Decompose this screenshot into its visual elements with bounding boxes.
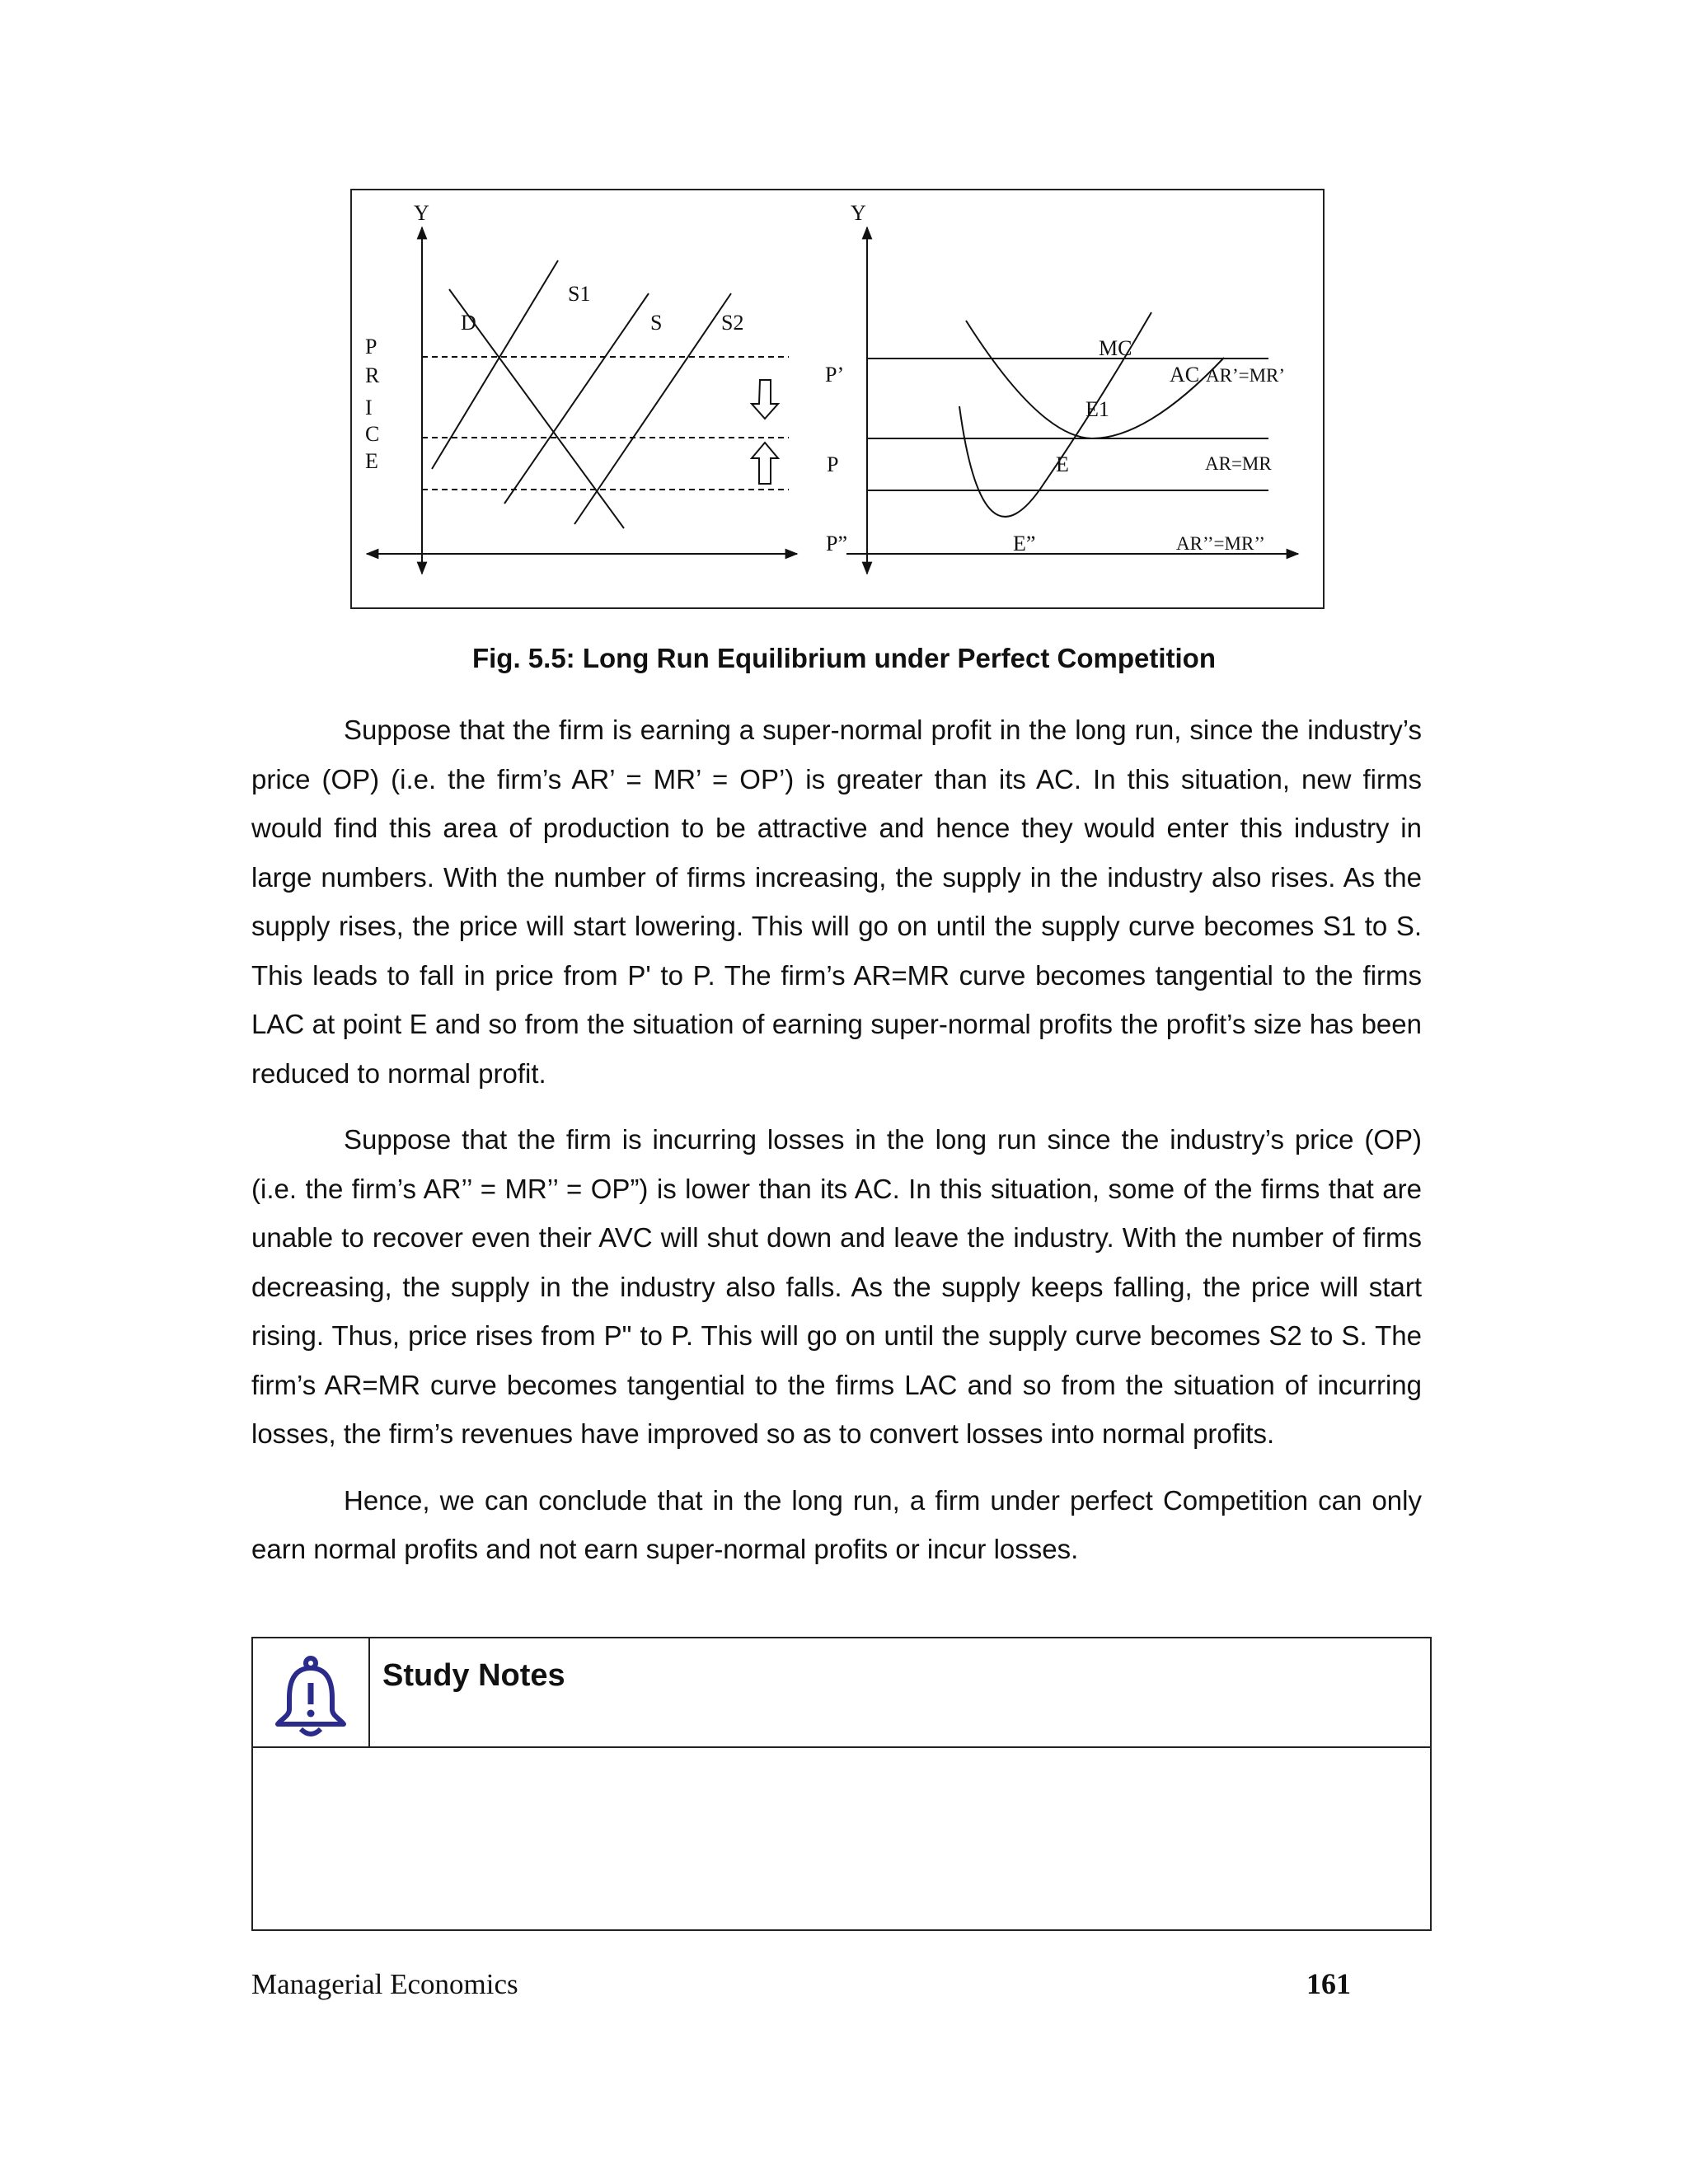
ar-mr-label: AR=MR xyxy=(1205,453,1272,474)
price-letter-r: R xyxy=(365,363,380,387)
ar-mr-prime-label: AR’=MR’ xyxy=(1206,365,1286,386)
body-text xyxy=(251,705,1422,1591)
price-p-double-prime-label: P” xyxy=(826,532,847,555)
footer-page-number: 161 xyxy=(1306,1967,1351,2000)
figure-caption: Fig. 5.5: Long Run Equilibrium under Perfect Competition xyxy=(471,643,1216,673)
study-notes-icon-cell xyxy=(253,1638,370,1746)
paragraph: Suppose that the firm is incurring losses in the long run since the industry’s price (OP) (i.e. the firm’s AR’’ = MR’’ = OP”) is lower than its AC. In this situation, some of the firms that are unable to recover even their AVC will shut down and leave the industry. With the number of firms decreasing, the supply in the industry also falls. As the supply keeps falling, the price will start rising. Thus, price rises from P" to P. This will go on until the supply curve becomes S2 to S. The firm’s AR=MR curve becomes tangential to the firms LAC and so from the situation of incurring losses, the firm’s revenues have improved so as to convert losses into normal profits. xyxy=(251,1124,1422,1449)
price-letter-c: C xyxy=(365,422,380,446)
study-notes-header xyxy=(253,1638,1430,1748)
study-notes-box xyxy=(251,1637,1432,1931)
right-y-label: Y xyxy=(851,201,866,225)
paragraph: Hence, we can conclude that in the long run, a firm under perfect Competition can only earn normal profits and not earn super-normal profits or incur losses. xyxy=(251,1484,1422,1564)
left-y-label: Y xyxy=(414,201,429,225)
footer-book-title: Managerial Economics xyxy=(251,1968,518,2000)
equilibrium-diagram xyxy=(352,190,1326,611)
demand-label: D xyxy=(461,311,476,335)
e-label: E xyxy=(1056,452,1069,476)
supply-curve-s xyxy=(504,293,649,504)
study-notes-title: Study Notes xyxy=(382,1658,565,1693)
ac-label: AC xyxy=(1170,363,1200,387)
paragraph: Suppose that the firm is earning a super-normal profit in the long run, since the industry’s price (OP) (i.e. the firm’s AR’ = MR’ = OP’) is greater than its AC. In this situation, new firms would find this area of production to be attractive and hence they would enter this industry in large numbers. With the number of firms increasing, the supply in the industry also rises. As the supply rises, the price will start lowering. This will go on until the supply curve becomes S1 to S. This leads to fall in price from P' to P. The firm’s AR=MR curve becomes tangential to the firms LAC at point E and so from the situation of earning super-normal profits the profit’s size has been reduced to normal profit. xyxy=(251,715,1422,1089)
down-arrow-icon xyxy=(752,380,778,419)
up-arrow-icon xyxy=(752,443,778,484)
supply-s2-label: S2 xyxy=(721,311,744,335)
price-letter-e: E xyxy=(365,449,378,473)
bell-icon xyxy=(253,1638,368,1746)
e1-label: E1 xyxy=(1085,397,1109,421)
price-letter-p: P xyxy=(365,335,377,359)
mc-label: MC xyxy=(1099,336,1132,360)
price-letter-i: I xyxy=(365,396,373,419)
figure-5-5 xyxy=(350,189,1325,609)
supply-s-label: S xyxy=(650,311,663,335)
price-p-label: P xyxy=(827,452,839,476)
supply-s1-label: S1 xyxy=(568,282,591,306)
price-p-prime-label: P’ xyxy=(825,363,845,387)
ar-mr-double-prime-label: AR’’=MR’’ xyxy=(1176,533,1265,554)
e-double-prime-label: E” xyxy=(1013,532,1036,555)
